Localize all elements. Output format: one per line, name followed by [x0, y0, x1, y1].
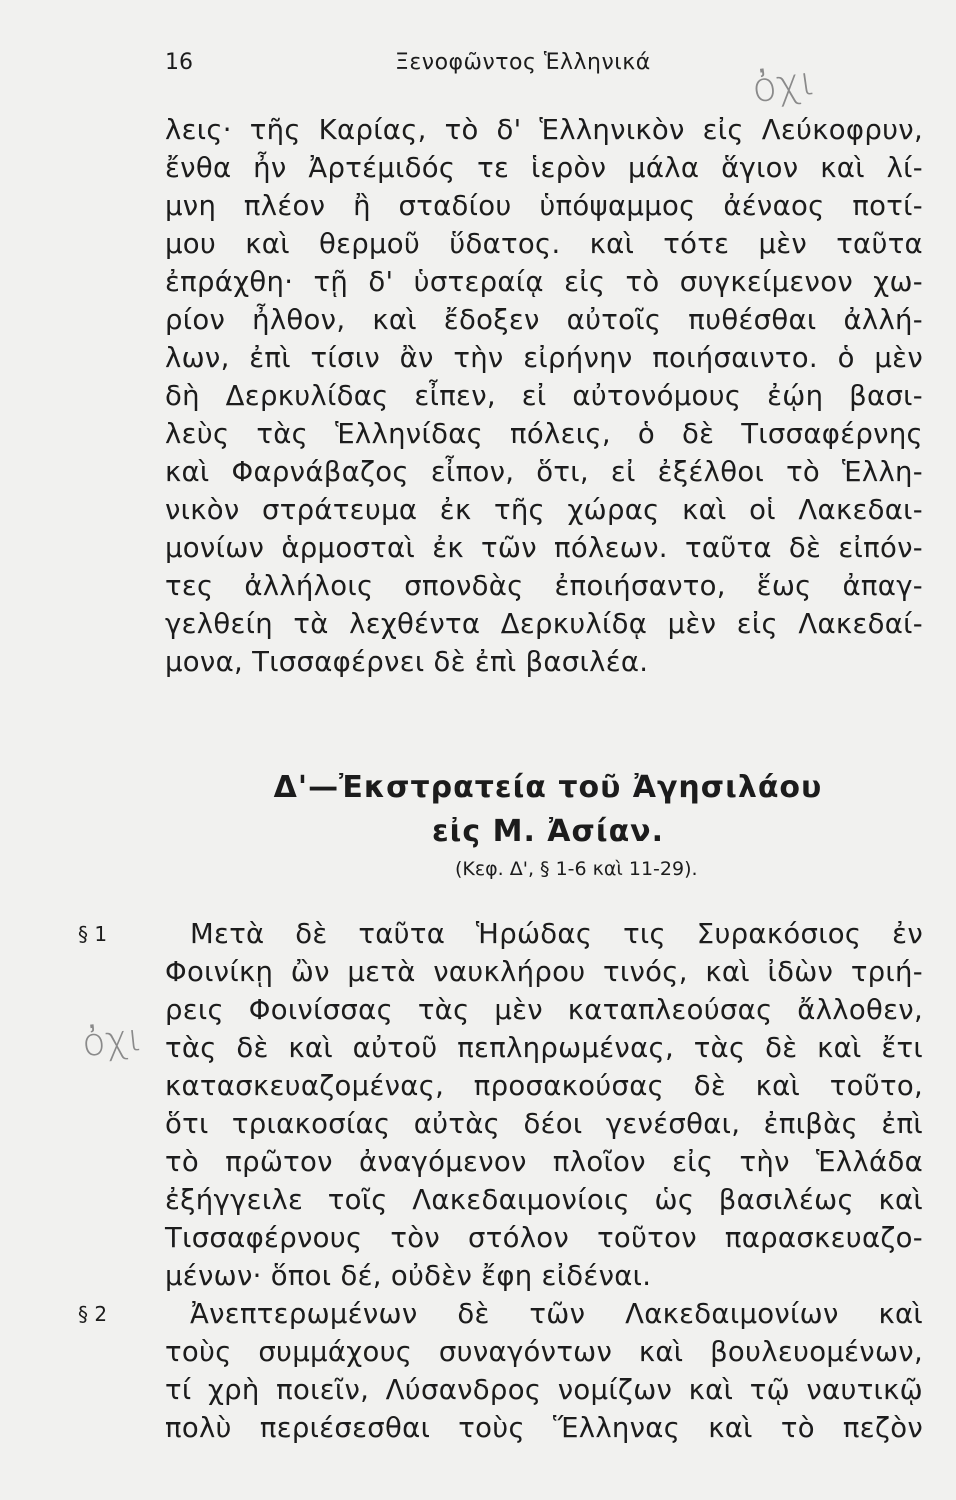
text-line: κατασκευαζομένας, προσακούσας δὲ καὶ τοῦτο,: [165, 1070, 923, 1102]
text-line: δὴ Δερκυλίδας εἶπεν, εἰ αὐτονόμους ἐῴη βασι-: [165, 380, 923, 412]
text-line: μονίων ἁρμοσταὶ ἐκ τῶν πόλεων. ταῦτα δὲ εἰπόν-: [165, 532, 923, 564]
text-line: ἔνθα ἦν Ἀρτέμιδός τε ἱερὸν μάλα ἅγιον καὶ λί-: [165, 152, 923, 184]
text-line: Τισσαφέρνους τὸν στόλον τοῦτον παρασκευαζο-: [165, 1222, 923, 1254]
text-line: τοὺς συμμάχους συναγόντων καὶ βουλευομένων,: [165, 1336, 923, 1368]
handwritten-note-left: ὀχι: [79, 1014, 145, 1066]
section-subtitle: εἰς Μ. Ἀσίαν.: [431, 814, 665, 849]
text-line: ρίον ἦλθον, καὶ ἔδοξεν αὐτοῖς πυθέσθαι ἀλλή-: [165, 304, 923, 336]
text-line: νικὸν στράτευμα ἐκ τῆς χώρας καὶ οἱ Λακεδαι-: [165, 494, 923, 526]
text-line: μνη πλέον ἢ σταδίου ὑπόψαμμος ἀέναος ποτί-: [165, 190, 923, 222]
text-line: γελθείη τὰ λεχθέντα Δερκυλίδᾳ μὲν εἰς Λακεδαί-: [165, 608, 923, 640]
text-line: πολὺ περιέσεσθαι τοὺς Ἕλληνας καὶ τὸ πεζὸν: [165, 1412, 923, 1444]
page-number: 16: [165, 50, 193, 75]
text-line: Ἀνεπτερωμένων δὲ τῶν Λακεδαιμονίων καὶ: [190, 1298, 923, 1330]
section-title: Δ'—Ἐκστρατεία τοῦ Ἀγησιλάου: [273, 770, 823, 805]
text-line: ρεις Φοινίσσας τὰς μὲν καταπλεούσας ἄλλοθεν,: [165, 994, 923, 1026]
text-line: Μετὰ δὲ ταῦτα Ἡρώδας τις Συρακόσιος ἐν: [190, 918, 923, 950]
handwritten-note-top: ὀχι: [749, 57, 819, 113]
text-line: λεις· τῆς Καρίας, τὸ δ' Ἑλληνικὸν εἰς Λεύκοφρυν,: [165, 114, 923, 146]
text-line: ὅτι τριακοσίας αὐτὰς δέοι γενέσθαι, ἐπιβὰς ἐπὶ: [165, 1108, 923, 1140]
text-line: μονα, Τισσαφέρνει δὲ ἐπὶ βασιλέα.: [165, 646, 649, 678]
section-mark-1: § 1: [78, 922, 108, 946]
text-line: μένων· ὅποι δέ, οὐδὲν ἔφη εἰδέναι.: [165, 1260, 652, 1292]
text-line: ἐξήγγειλε τοῖς Λακεδαιμονίοις ὡς βασιλέως καὶ: [165, 1184, 923, 1216]
text-line: τες ἀλλήλοις σπονδὰς ἐποιήσαντο, ἕως ἀπαγ-: [165, 570, 923, 602]
text-line: τὸ πρῶτον ἀναγόμενον πλοῖον εἰς τὴν Ἑλλάδα: [165, 1146, 923, 1178]
section-mark-2: § 2: [78, 1302, 108, 1326]
text-line: ἐπράχθη· τῇ δ' ὑστεραίᾳ εἰς τὸ συγκείμενον χω-: [165, 266, 923, 298]
text-line: τί χρὴ ποιεῖν, Λύσανδρος νομίζων καὶ τῷ ναυτικῷ: [165, 1374, 923, 1406]
text-line: Φοινίκῃ ὢν μετὰ ναυκλήρου τινός, καὶ ἰδὼν τριή-: [165, 956, 923, 988]
text-line: καὶ Φαρνάβαζος εἶπον, ὅτι, εἰ ἐξέλθοι τὸ Ἑλλη-: [165, 456, 923, 488]
text-line: λεὺς τὰς Ἑλληνίδας πόλεις, ὁ δὲ Τισσαφέρνης: [165, 418, 923, 450]
text-line: τὰς δὲ καὶ αὐτοῦ πεπληρωμένας, τὰς δὲ καὶ ἔτι: [165, 1032, 923, 1064]
text-line: λων, ἐπὶ τίσιν ἂν τὴν εἰρήνην ποιήσαιντο. ὁ μὲν: [165, 342, 923, 374]
running-title: Ξενοφῶντος Ἑλληνικά: [395, 50, 651, 75]
text-line: μου καὶ θερμοῦ ὕδατος. καὶ τότε μὲν ταῦτα: [165, 228, 923, 260]
chapter-reference: (Κεφ. Δ', § 1-6 καὶ 11-29).: [455, 858, 698, 880]
